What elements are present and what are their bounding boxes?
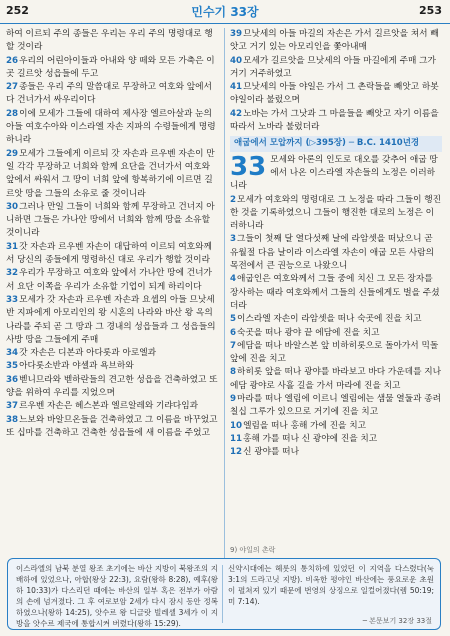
verse-text: 모세가 갓 자손과 르우벤 자손과 요셉의 아들 므낫세 반 지파에게 아모리인의 왕 시혼의 나라와 바산 왕 옥의 나라를 주되 곧 그 땅과 그 경내의 성읍들과 그 성읍들의 사방 땅을 그들에게 주매	[6, 294, 216, 345]
verse-text: 엘림을 떠나 홍해 가에 진을 치고	[243, 420, 366, 431]
verse	[230, 366, 442, 393]
verse-text: 마라를 떠나 엘림에 이르니 엘림에는 샘물 열둘과 종려 칠십 그루가 있으므로 거기에 진을 치고	[230, 394, 442, 418]
verse-number: 30	[6, 201, 19, 212]
verse-number: 12	[230, 447, 243, 458]
verse	[6, 108, 220, 148]
verse	[230, 55, 442, 82]
verse-number: 32	[6, 268, 19, 279]
verse-number: 4	[230, 274, 237, 285]
verse	[6, 347, 220, 360]
verse	[6, 400, 220, 413]
verse-number: 8	[230, 367, 237, 378]
column-divider	[224, 28, 225, 558]
verse-text: 그들이 첫째 달 열다섯째 날에 라암셋을 떠났으니 곧 유월절 다음 날이라 이스라엘 자손이 애굽 모든 사람의 목전에서 큰 권능으로 나왔으니	[230, 234, 434, 272]
commentary-right: 신약시대에는 헤롯의 통치하에 있었던 이 지역을 다스렸다(눅 3:1의 드라고닛 지방). 비옥한 평야인 바산에는 풍요로운 초원이 펼쳐져 있기 때문에 번영의 상징으로 일컬어졌다(렘 50:19; 미 7:14).	[228, 564, 434, 606]
verse-number: 31	[6, 241, 19, 252]
verse	[230, 28, 442, 55]
verse-text: 홍해 가를 떠나 신 광야에 진을 치고	[243, 433, 378, 444]
verse	[6, 55, 220, 82]
verse-text: 노바는 가서 그낫과 그 마을들을 빼앗고 자기 이름을 따라서 노바라 불렀더라	[230, 108, 439, 133]
verse-number: 34	[6, 348, 19, 359]
verse-number: 38	[6, 414, 19, 425]
verse-text: 종들은 우리 주의 말씀대로 무장하고 여호와 앞에서 다 건너가서 싸우리이다	[6, 82, 212, 106]
verse	[6, 28, 220, 55]
verse-text: 모세가 그들에게 이르되 갓 자손과 르우벤 자손이 만일 각각 무장하고 너희와 함께 요단을 건너가서 여호와 앞에서 싸워서 그 땅이 너희 앞에 항복하기에 이르면 길르앗 땅을 그들의 소유로 줄 것이니라	[6, 148, 215, 199]
chapter-number: 33	[230, 151, 267, 182]
verse	[230, 233, 442, 273]
verse-number: 28	[6, 108, 19, 119]
verse-text: 숙곳을 떠나 광야 끝 에담에 진을 치고	[237, 327, 380, 338]
commentary-box	[7, 558, 441, 630]
verse	[230, 81, 442, 108]
verse-number: 33	[6, 294, 19, 305]
verse-number: 35	[6, 361, 19, 372]
verse	[6, 374, 220, 401]
chapter-start	[230, 151, 442, 194]
verse-text: 갓 자손은 디본과 아다롯과 아로엘과	[19, 348, 157, 359]
verse-number: 9	[230, 394, 237, 405]
verse-text: 에담을 떠나 바알스본 앞 비하히롯으로 돌아가서 믹돌 앞에 진을 치고	[230, 340, 439, 365]
verse-number: 5	[230, 314, 237, 325]
right-column	[230, 28, 442, 460]
verse-text: 모세가 길르앗을 므낫세의 아들 마길에게 주매 그가 거기 거주하였고	[230, 55, 436, 79]
section-title: 애굽에서 모압까지 (▷395장) ─ B.C. 1410년경	[230, 136, 442, 151]
verse	[6, 360, 220, 373]
verse	[6, 414, 220, 441]
verse	[230, 340, 442, 367]
verse-text: 신 광야를 떠나	[243, 447, 299, 458]
verse-number: 26	[6, 55, 19, 66]
page-header	[0, 0, 450, 24]
verse	[230, 433, 442, 446]
verse	[6, 267, 220, 294]
page-number-right: 253	[419, 4, 442, 17]
verse	[230, 327, 442, 340]
verse-text: 애굽인은 여호와께서 그들 중에 치신 그 모든 장자를 장사하는 때라 여호와께서 그들의 신들에게도 벌을 주셨더라	[230, 274, 440, 311]
verse-number: 2	[230, 194, 237, 205]
verse-text: 하여 이르되 주의 종들은 우리는 우리 주의 명령대로 행할 것이라	[6, 29, 213, 53]
verse-number: 29	[6, 148, 19, 159]
verse-text: 아다롯소반과 야셀과 욕브하와	[19, 361, 134, 372]
verse-number: 10	[230, 420, 243, 431]
verse-number: 40	[230, 55, 243, 66]
verse-number: 41	[230, 82, 243, 93]
page-title: 민수기 33장	[191, 5, 259, 19]
verse	[230, 108, 442, 135]
verse-number: 42	[230, 108, 243, 119]
verse-number: 37	[6, 401, 19, 412]
verse-text: 벧니므라와 벧하란들의 견고한 성읍을 건축하였고 또 양을 위하여 우리를 지었으며	[6, 374, 218, 399]
verse	[6, 148, 220, 201]
first-verse-text: 모세와 아론의 인도로 대오를 갖추어 애굽 땅에서 나온 이스라엘 자손들의 노정은 이러하니라	[230, 154, 438, 192]
footnote: 9) 야일의 촌락	[230, 546, 276, 554]
commentary-left: 이스라엘의 남북 분열 왕조 초기에는 바산 지방이 북왕조의 지배하에 있었으나, 아합(왕상 22:3), 요람(왕하 8:28), 예후(왕하 10:33)가 다스리던 때에는 바산의 일부 혹은 전부가 아람의 손에 넘겨졌다. 그 후 여로보암 2세가 다시 잠시 동안 정복하였으나(왕하 14:25), 앗수르 왕 디글랏 빌레셀 3세가 이 지방을 앗수르 제국에 통합시켜 버렸다(왕하 15:29).	[16, 564, 218, 628]
box-divider	[222, 565, 223, 623]
verse-text: 므낫세의 아들 야일은 가서 그 촌락들을 빼앗고 하봇야일이라 불렀으며	[230, 82, 439, 106]
verse	[6, 201, 220, 241]
verse-text: 므낫세의 아들 마길의 자손은 가서 길르앗을 쳐서 빼앗고 거기 있는 아모리인을 쫓아내매	[230, 29, 439, 53]
verse-number: 6	[230, 327, 237, 338]
verse-text: 이스라엘 자손이 라암셋을 떠나 숙곳에 진을 치고	[237, 314, 422, 325]
verse-text: 갓 자손과 르우벤 자손이 대답하여 이르되 여호와께서 당신의 종들에게 명령하신 대로 우리가 행할 것이라	[6, 241, 212, 266]
verse-text: 우리가 무장하고 여호와 앞에서 가나안 땅에 건너가서 요단 이쪽을 우리가 소유할 기업이 되게 하리이다	[6, 268, 212, 292]
verse-text: 이에 모세가 그들에 대하여 제사장 엘르아살과 눈의 아들 여호수아와 이스라엘 자손 지파의 수령들에게 명령하니라	[6, 108, 216, 146]
verse-number: 11	[230, 433, 243, 444]
verse	[230, 273, 442, 313]
verse-text: 느보와 바알므온들을 건축하였고 그 이름을 바꾸었고 또 십마를 건축하고 건축한 성읍들에 새 이름을 주었고	[6, 414, 218, 438]
left-column	[6, 28, 220, 440]
verse	[230, 194, 442, 234]
verse-number: 7	[230, 340, 237, 351]
verse-number: 3	[230, 234, 237, 245]
verse-text: 하히롯 앞을 떠나 광야를 바라보고 바다 가운데를 지나 에담 광야로 사흘 길을 가서 마라에 진을 치고	[230, 367, 442, 391]
verse	[6, 241, 220, 268]
verse	[230, 420, 442, 433]
verse	[6, 81, 220, 108]
commentary-source: ─ 본문보기 32장 33절	[362, 617, 432, 625]
verse-text: 우리의 어린아이들과 아내와 양 떼와 모든 가축은 이곳 길르앗 성읍들에 두고	[6, 55, 215, 79]
verse-number: 36	[6, 374, 19, 385]
verse	[230, 446, 442, 459]
verse-text: 그러나 만일 그들이 너희와 함께 무장하고 건너지 아니하면 그들은 가나안 땅에서 너희와 함께 땅을 소유할 것이니라	[6, 201, 215, 239]
verse	[230, 313, 442, 326]
verse	[230, 393, 442, 420]
verse-text: 르우벤 자손은 헤스본과 엘르알레와 기랴다임과	[19, 401, 198, 412]
verse-number: 27	[6, 82, 19, 93]
page-number-left: 252	[6, 4, 29, 17]
verse-number: 39	[230, 29, 243, 39]
verse	[6, 294, 220, 347]
verse-text: 모세가 여호와의 명령대로 그 노정을 따라 그들이 행진한 것을 기록하였으니 그들이 행진한 대로의 노정은 이러하니라	[230, 194, 442, 232]
